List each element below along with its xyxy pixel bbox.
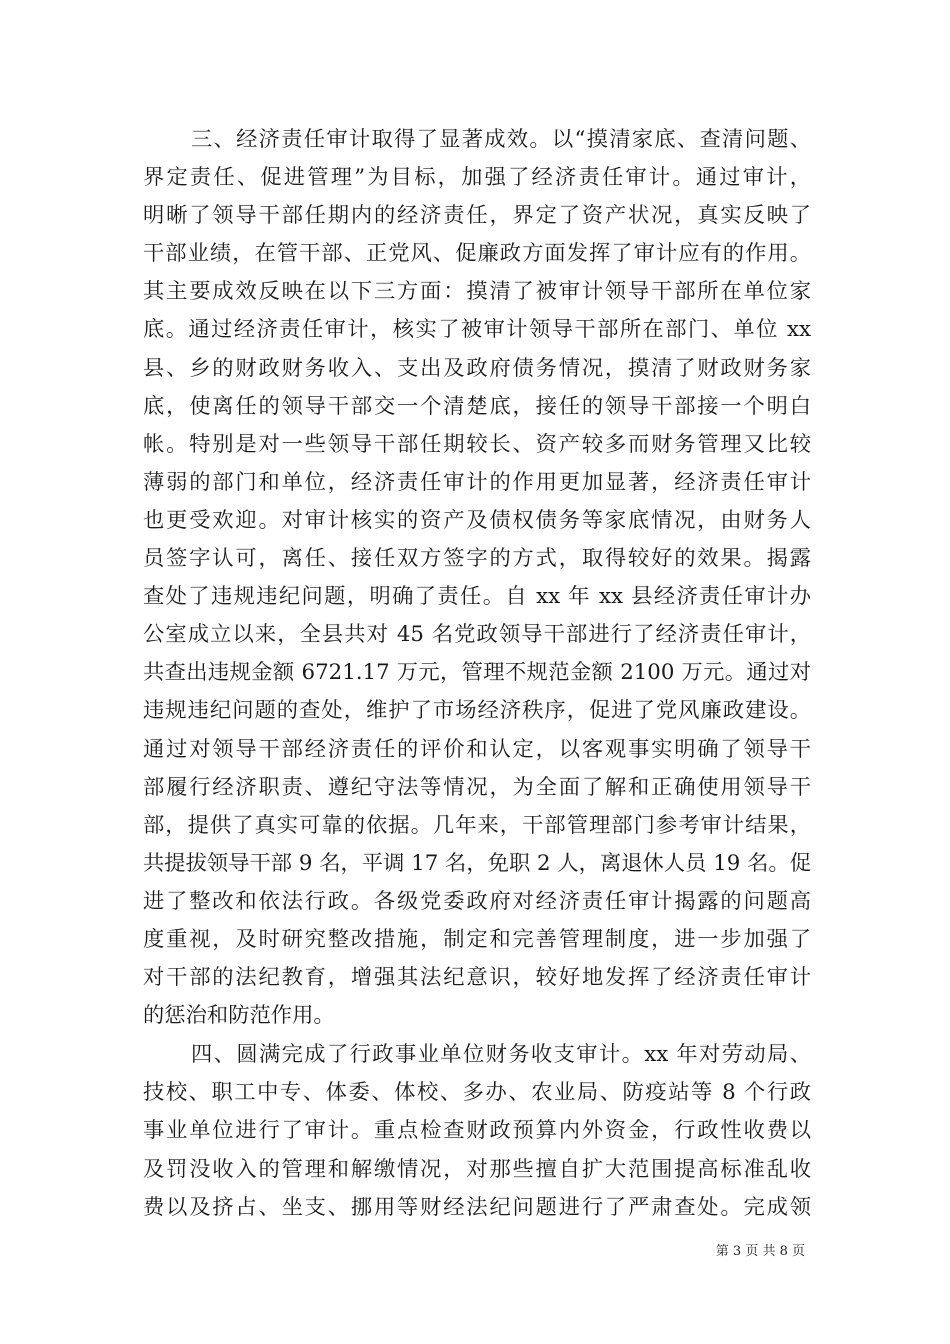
text-line: 度重视，及时研究整改措施，制定和完善管理制度，进一步加强了 bbox=[143, 926, 811, 952]
text-line: 三、经济责任审计取得了显著成效。以“摸清家底、查清问题、 bbox=[191, 127, 811, 152]
text-line: 员签字认可，离任、接任双方签字的方式，取得较好的效果。揭露 bbox=[143, 546, 811, 572]
text-line: 查处了违规违纪问题，明确了责任。自 xx 年 xx 县经济责任审计办 bbox=[143, 584, 811, 610]
text-line: 县、乡的财政财务收入、支出及政府债务情况，摸清了财政财务家 bbox=[143, 355, 811, 381]
text-line: 事业单位进行了审计。重点检查财政预算内外资金，行政性收费以 bbox=[143, 1118, 811, 1144]
text-line: 共查出违规金额 6721.17 万元，管理不规范金额 2100 万元。通过对 bbox=[143, 660, 811, 686]
text-line: 底。通过经济责任审计，核实了被审计领导干部所在部门、单位 xx bbox=[143, 317, 811, 343]
text-line: 界定责任、促进管理”为目标，加强了经济责任审计。通过审计， bbox=[143, 165, 811, 191]
document-body bbox=[143, 121, 811, 1227]
text-line: 帐。特别是对一些领导干部任期较长、资产较多而财务管理又比较 bbox=[143, 431, 811, 457]
paragraph-administrative-audit bbox=[143, 1036, 811, 1226]
text-line: 也更受欢迎。对审计核实的资产及债权债务等家底情况，由财务人 bbox=[143, 507, 811, 533]
text-line: 其主要成效反映在以下三方面：摸清了被审计领导干部所在单位家 bbox=[143, 279, 811, 305]
text-line: 技校、职工中专、体委、体校、多办、农业局、防疫站等 8 个行政 bbox=[143, 1080, 811, 1106]
text-line: 共提拔领导干部 9 名，平调 17 名，免职 2 人，离退休人员 19 名。促 bbox=[143, 850, 811, 876]
text-line: 底，使离任的领导干部交一个清楚底，接任的领导干部接一个明白 bbox=[143, 393, 811, 419]
text-line: 部履行经济职责、遵纪守法等情况，为全面了解和正确使用领导干 bbox=[143, 774, 811, 800]
text-line: 部，提供了真实可靠的依据。几年来，干部管理部门参考审计结果， bbox=[143, 812, 811, 838]
page-number: 第 3 页 共 8 页 bbox=[715, 1244, 805, 1259]
text-line: 费以及挤占、坐支、挪用等财经法纪问题进行了严肃查处。完成领 bbox=[143, 1194, 811, 1220]
text-line: 干部业绩，在管干部、正党风、促廉政方面发挥了审计应有的作用。 bbox=[143, 241, 811, 267]
text-line: 薄弱的部门和单位，经济责任审计的作用更加显著，经济责任审计 bbox=[143, 469, 811, 495]
text-line: 公室成立以来，全县共对 45 名党政领导干部进行了经济责任审计， bbox=[143, 622, 811, 648]
text-line: 进了整改和依法行政。各级党委政府对经济责任审计揭露的问题高 bbox=[143, 888, 811, 914]
text-line: 明晰了领导干部任期内的经济责任，界定了资产状况，真实反映了 bbox=[143, 203, 811, 229]
text-line: 的惩治和防范作用。 bbox=[143, 1003, 335, 1029]
text-line: 四、圆满完成了行政事业单位财务收支审计。xx 年对劳动局、 bbox=[191, 1042, 811, 1068]
text-line: 对干部的法纪教育，增强其法纪意识，较好地发挥了经济责任审计 bbox=[143, 965, 811, 991]
text-line: 违规违纪问题的查处，维护了市场经济秩序，促进了党风廉政建设。 bbox=[143, 698, 811, 724]
paragraph-audit-results bbox=[143, 121, 811, 1035]
text-line: 通过对领导干部经济责任的评价和认定，以客观事实明确了领导干 bbox=[143, 736, 811, 762]
text-line: 及罚没收入的管理和解缴情况，对那些擅自扩大范围提高标准乱收 bbox=[143, 1156, 811, 1182]
